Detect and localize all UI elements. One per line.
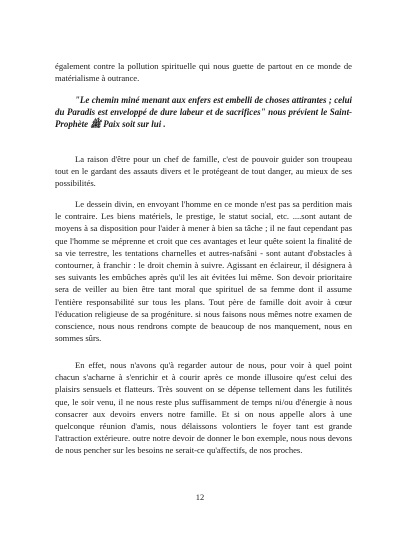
paragraph-dessein-divin: Le dessein divin, en envoyant l'homme en ce monde n'est pas sa perdition mais le contraire. Les biens matériels, le prestige, le statut social, etc. ....sont autant de moyens à sa disposition pour l'aider à mener à bien sa tâche ; il ne faut cependant pas que l'homme se méprenne et croit que ces avantages et leur quête soient la finalité de sa vie terrestre, les tentations charnelles et autres-nafsâni - sont autant d'obstacles à contourner, à franchir : le droit chemin à suivre. Agissant en éclaireur, il désignera à ses suivants les embûches après qu'il les ait évitées lui même. Son devoir prioritaire sera de veiller au bien être tant moral que spirituel de sa femme dont il assume l'entière responsabilité sur tous les plans. Tout père de famille doit avoir à cœur l'éducation religieuse de sa progéniture. si nous faisons nous mêmes notre examen de conscience, nous nous rendrons compte de beaucoup de nos manquement, nous en sommes sûrs. [55,199,352,344]
paragraph-en-effet: En effet, nous n'avons qu'à regarder autour de nous, pour voir à quel point chacun s'acharne à s'enrichir et à courir après ce monde illusoire qu'est celui des plaisirs sensuels et flatteurs. Très souvent on se dépense tellement dans les futilités que, le soir venu, il ne nous reste plus suffisamment de temps ni/ou d'énergie à nous consacrer aux devoirs envers notre famille. Et si on nous appelle alors à une quelconque réunion d'amis, nous délaissons volontiers le foyer tant est grande l'attraction extérieure. outre notre devoir de donner le bon exemple, nous nous devons de nous pencher sur les besoins ne serait-ce qu'affectifs, de nos proches. [55,360,352,456]
paragraph-chef-de-famille: La raison d'être pour un chef de famille, c'est de pouvoir guider son troupeau tout en le gardant des assauts divers et le protégeant de tout danger, au mieux de ses possibilités. [55,154,352,189]
prophet-quote: "Le chemin miné menant aux enfers est embelli de choses attirantes ; celui du Paradis est enveloppé de dure labeur et de sacrifices" nous prévient le Saint-Prophète ﷺ Paix soit sur lui . [55,95,352,130]
page-number: 12 [195,492,205,502]
paragraph-intro: également contre la pollution spirituelle qui nous guette de partout en ce monde de matérialisme à outrance. [55,61,352,84]
